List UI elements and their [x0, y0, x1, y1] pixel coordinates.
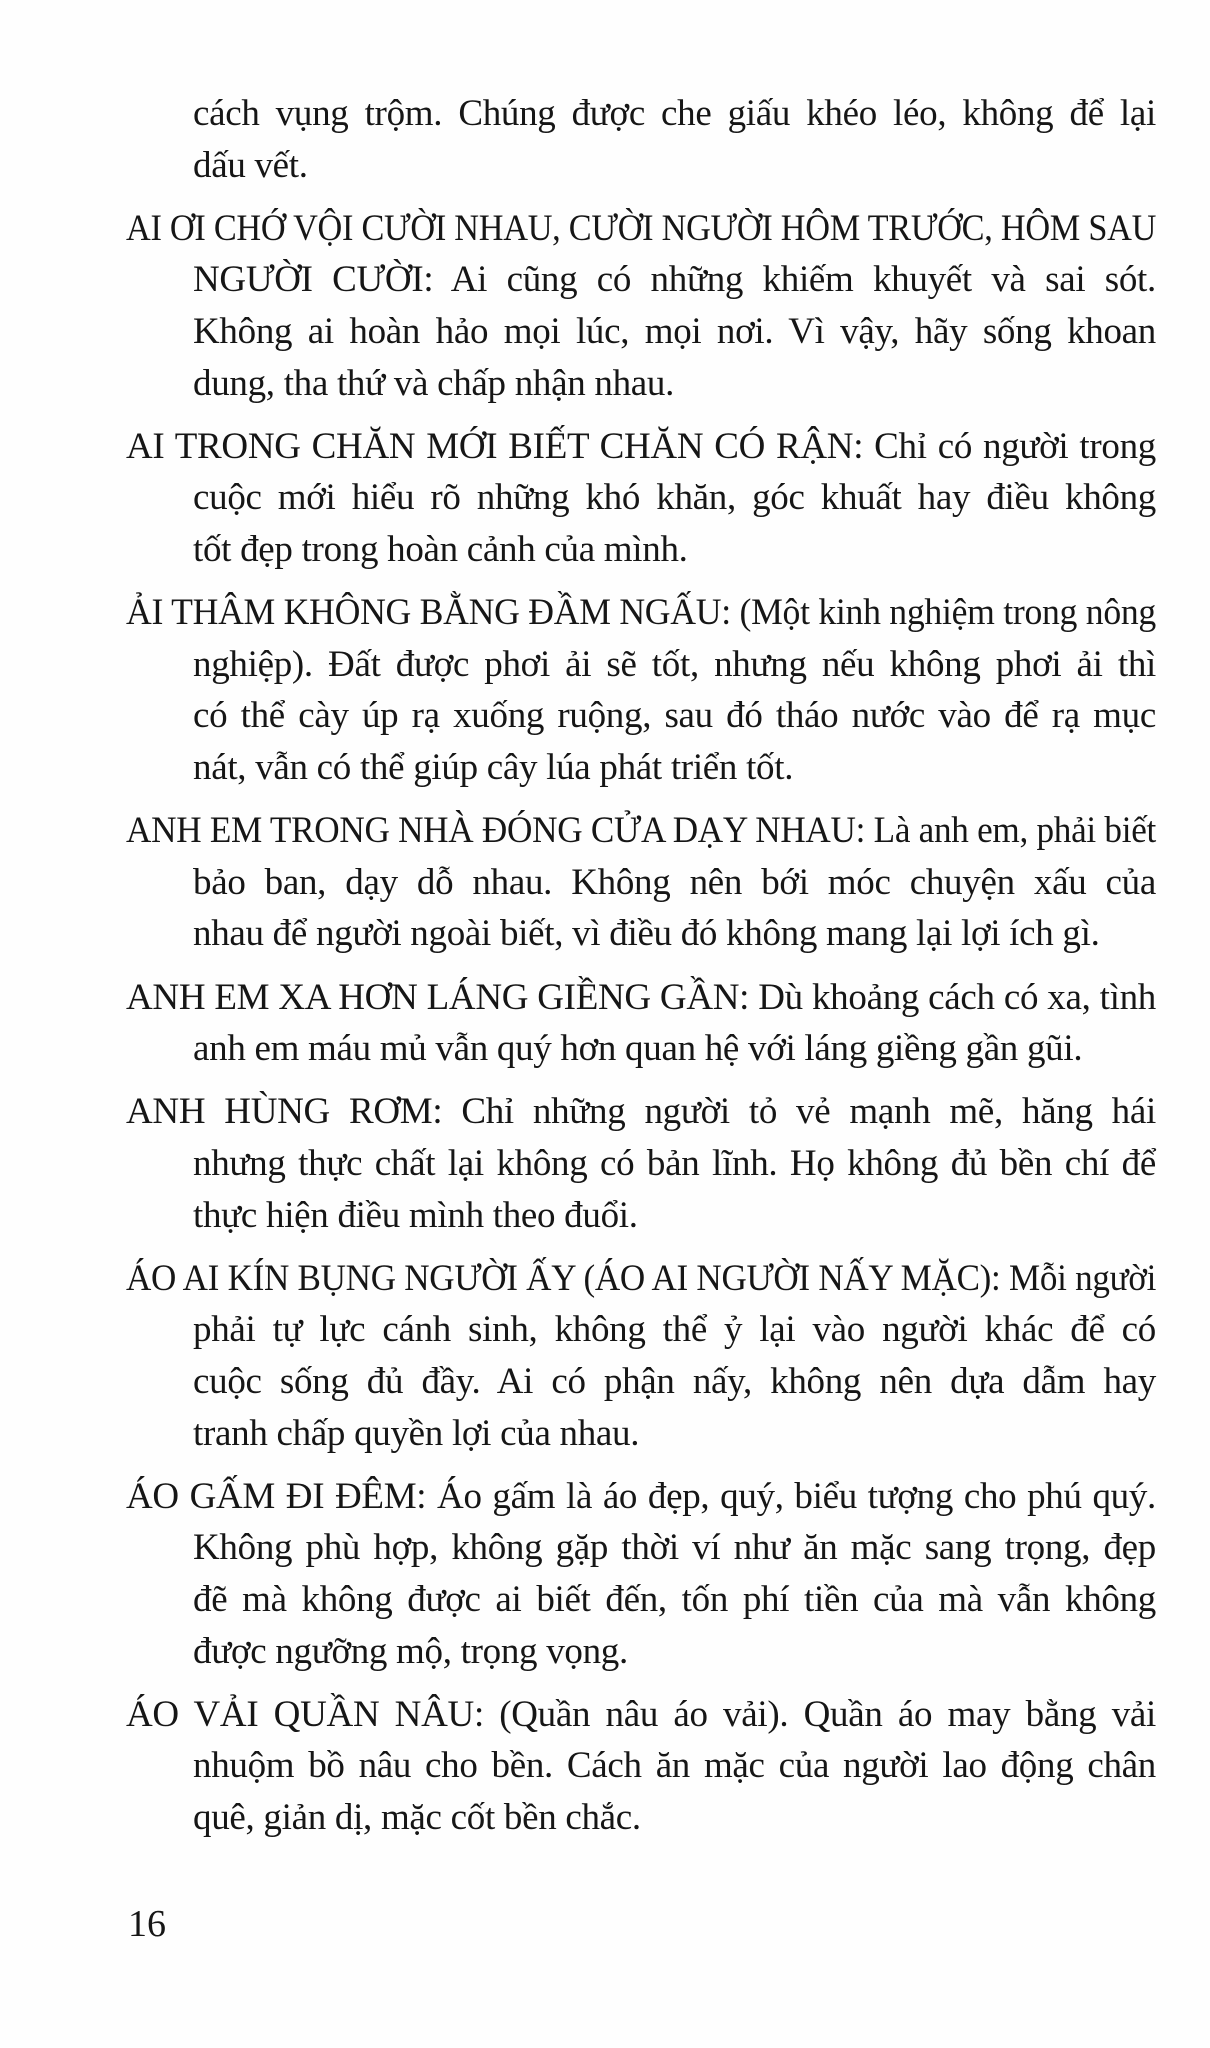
entry-term-line: ANH EM XA HƠN LÁNG GIỀNG GẦN: Dù khoảng cách có xa, tình: [126, 976, 1156, 1018]
entry-definition-line: Không phù hợp, không gặp thời ví như ăn mặc sang trọng, đẹp: [193, 1527, 1156, 1569]
entry-definition-line: nhuộm bồ nâu cho bền. Cách ăn mặc của người lao động chân: [193, 1745, 1156, 1787]
entry-term-line: ANH HÙNG RƠM: Chỉ những người tỏ vẻ mạnh mẽ, hăng hái: [126, 1091, 1156, 1133]
entry-definition-line: tranh chấp quyền lợi của nhau.: [193, 1412, 640, 1454]
entry-definition-line: quê, giản dị, mặc cốt bền chắc.: [193, 1797, 641, 1838]
entry-definition-line: nát, vẫn có thể giúp cây lúa phát triển tốt.: [193, 747, 794, 788]
entry-definition-line: cuộc sống đủ đầy. Ai có phận nấy, không nên dựa dẫm hay: [193, 1361, 1156, 1402]
entry-definition-line: Không ai hoàn hảo mọi lúc, mọi nơi. Vì vậy, hãy sống khoan: [193, 311, 1156, 352]
entry-term-line: AI TRONG CHĂN MỚI BIẾT CHĂN CÓ RẬN: Chỉ có người trong: [126, 425, 1156, 467]
entry-term-line: ANH EM TRONG NHÀ ĐÓNG CỬA DẠY NHAU: Là anh em, phải biết: [126, 810, 1157, 852]
entry-definition-line: phải tự lực cánh sinh, không thể ỷ lại vào người khác để có: [193, 1309, 1156, 1351]
entry-definition-line: thực hiện điều mình theo đuổi.: [193, 1194, 638, 1236]
entry-term-line: ÁO VẢI QUẦN NÂU: (Quần nâu áo vải). Quần áo may bằng vải: [126, 1693, 1156, 1735]
page-number: 16: [128, 1903, 166, 1945]
entry-definition-line: bảo ban, dạy dỗ nhau. Không nên bới móc chuyện xấu của: [193, 861, 1156, 903]
entry-definition-line: nhưng thực chất lại không có bản lĩnh. Họ không đủ bền chí để: [193, 1143, 1156, 1184]
entry-definition-line: có thể cày úp rạ xuống ruộng, sau đó tháo nước vào để rạ mục: [193, 695, 1156, 737]
entry-definition-line: nhau để người ngoài biết, vì điều đó không mang lại lợi ích gì.: [193, 913, 1100, 955]
entry-definition-line: dung, tha thứ và chấp nhận nhau.: [193, 362, 675, 404]
entry-definition-line: được ngưỡng mộ, trọng vọng.: [193, 1630, 628, 1672]
entry-definition-line: anh em máu mủ vẫn quý hơn quan hệ với láng giềng gần gũi.: [193, 1028, 1083, 1070]
entry-definition-line: nghiệp). Đất được phơi ải sẽ tốt, nhưng nếu không phơi ải thì: [193, 643, 1156, 685]
entry-definition-line: dấu vết.: [193, 144, 308, 186]
entry-term-line: ÁO GẤM ĐI ĐÊM: Áo gấm là áo đẹp, quý, biểu tượng cho phú quý.: [126, 1475, 1156, 1517]
entry-definition-line: cuộc mới hiểu rõ những khó khăn, góc khuất hay điều không: [193, 477, 1156, 519]
entry-definition-line: tốt đẹp trong hoàn cảnh của mình.: [193, 529, 688, 570]
entry-definition-line: cách vụng trộm. Chúng được che giấu khéo léo, không để lại: [193, 93, 1156, 134]
entry-term-line: ÁO AI KÍN BỤNG NGƯỜI ẤY (ÁO AI NGƯỜI NẤY MẶC): Mỗi người: [126, 1257, 1157, 1299]
entry-term-line: AI ƠI CHỚ VỘI CƯỜI NHAU, CƯỜI NGƯỜI HÔM TRƯỚC, HÔM SAU: [126, 207, 1157, 249]
entry-definition-line: NGƯỜI CƯỜI: Ai cũng có những khiếm khuyết và sai sót.: [193, 259, 1156, 301]
entry-term-line: ẢI THÂM KHÔNG BẰNG ĐẦM NGẤU: (Một kinh nghiệm trong nông: [126, 592, 1156, 634]
entry-definition-line: đẽ mà không được ai biết đến, tốn phí tiền của mà vẫn không: [193, 1579, 1156, 1620]
